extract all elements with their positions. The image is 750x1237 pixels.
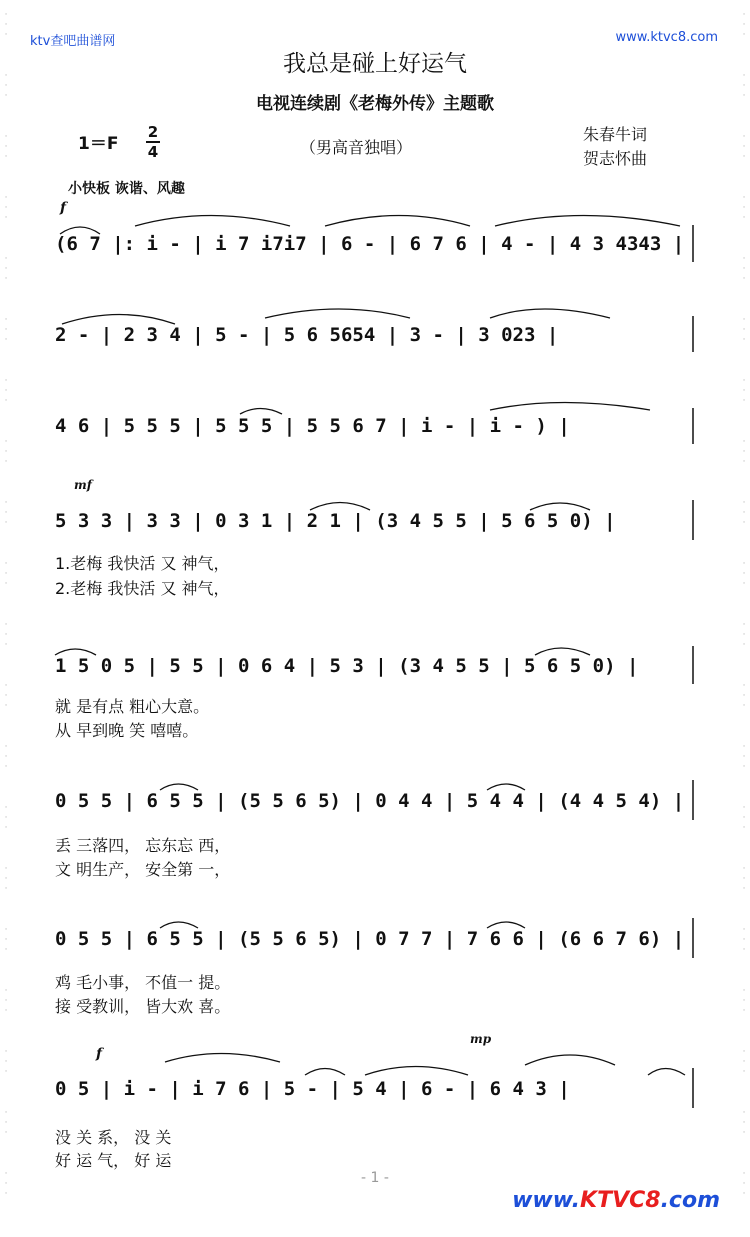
time-signature-bottom: 4 xyxy=(147,143,159,161)
logo-part: KTVC8 xyxy=(580,1188,661,1213)
watermark-glyph: · · · xyxy=(4,1169,8,1199)
lyric-line: 没 关 系， 没 关 xyxy=(55,1128,172,1147)
slur-mark xyxy=(310,503,370,511)
watermark-glyph: · · · xyxy=(4,986,8,1016)
watermark-glyph: · · · xyxy=(4,742,8,772)
watermark-glyph: · · · xyxy=(742,376,746,406)
slur-mark xyxy=(55,649,96,655)
lyric-line: 鸡 毛小事， 不值一 提。 xyxy=(55,973,231,992)
watermark-glyph: · · · xyxy=(4,498,8,528)
key-signature: 1＝F xyxy=(78,134,119,154)
watermark-glyph: · · · xyxy=(4,620,8,650)
watermark-glyph: · · · xyxy=(742,681,746,711)
watermark-glyph: · · · xyxy=(4,925,8,955)
slur-mark xyxy=(365,1067,468,1076)
slur-mark xyxy=(325,216,470,227)
slur-mark xyxy=(495,216,680,227)
score-line-7: 0 5 5 | 6 5 5 | (5 5 6 5) | 0 7 7 | 7 6 6 | (6 6 7 6) | xyxy=(55,928,685,950)
page-number: - 1 - xyxy=(361,1170,389,1186)
site-url-right: www.ktvc8.com xyxy=(615,30,718,45)
watermark-glyph: · · · xyxy=(4,559,8,589)
slur-mark xyxy=(648,1069,685,1076)
watermark-glyph: · · · xyxy=(4,193,8,223)
song-title: 我总是碰上好运气 xyxy=(283,51,467,77)
slur-mark xyxy=(530,503,590,510)
watermark-glyph: · · · xyxy=(742,559,746,589)
site-name-left: ktv查吧曲谱网 xyxy=(30,34,116,49)
lyric-line: 接 受教训， 皆大欢 喜。 xyxy=(55,997,231,1016)
watermark-glyph: · · · xyxy=(742,864,746,894)
watermark-glyph: · · · xyxy=(742,620,746,650)
watermark-glyph: · · · xyxy=(742,803,746,833)
lyric-line: 就 是有点 粗心大意。 xyxy=(55,697,210,716)
logo-part: www. xyxy=(512,1188,581,1213)
lyric-line: 从 早到晚 笑 嘻嘻。 xyxy=(55,721,199,740)
watermark-glyph: · · · xyxy=(742,71,746,101)
lyric-line: 2.老梅 我快活 又 神气， xyxy=(55,579,230,598)
dynamic-marking: f xyxy=(96,1046,103,1062)
watermark-glyph: · · · xyxy=(4,1108,8,1138)
slur-mark xyxy=(62,315,175,325)
watermark-glyph: · · · xyxy=(4,376,8,406)
watermark-glyph: · · · xyxy=(742,10,746,40)
slur-mark xyxy=(160,784,198,790)
logo-part: .com xyxy=(660,1188,720,1213)
watermark-glyph: · · · xyxy=(742,254,746,284)
slur-mark xyxy=(525,1055,615,1065)
tempo-marking: 小快板 诙谐、风趣 xyxy=(68,181,185,197)
score-line-1: (6 7 |: i - | i 7 i7i7 | 6 - | 6 7 6 | 4 - | 4 3 4343 | xyxy=(55,233,685,255)
watermark-glyph: · · · xyxy=(4,132,8,162)
score-line-5: 1 5 0 5 | 5 5 | 0 6 4 | 5 3 | (3 4 5 5 | 5 6 5 0) | xyxy=(55,655,639,677)
score-line-2: 2 - | 2 3 4 | 5 - | 5 6 5654 | 3 - | 3 023 | xyxy=(55,324,559,346)
lyricist-credit: 朱春牛词 xyxy=(583,125,648,144)
watermark-glyph: · · · xyxy=(742,498,746,528)
lyric-line: 丢 三落四， 忘东忘 西， xyxy=(55,836,231,855)
slur-mark xyxy=(160,922,198,928)
composer-credit: 贺志怀曲 xyxy=(583,149,648,168)
watermark-glyph: · · · xyxy=(742,1047,746,1077)
performance-note: （男高音独唱） xyxy=(300,138,413,157)
watermark-glyph: · · · xyxy=(742,437,746,467)
slur-mark xyxy=(165,1054,280,1063)
slur-mark xyxy=(135,216,290,227)
dynamic-marking: mp xyxy=(470,1032,492,1046)
song-subtitle: 电视连续剧《老梅外传》主题歌 xyxy=(256,94,494,114)
watermark-glyph: · · · xyxy=(742,925,746,955)
lyric-line: 文 明生产， 安全第 一， xyxy=(55,860,231,879)
slur-mark xyxy=(535,648,590,655)
score-line-3: 4 6 | 5 5 5 | 5 5 5 | 5 5 6 7 | i - | i - ) | xyxy=(55,415,570,437)
watermark-glyph: · · · xyxy=(4,71,8,101)
lyric-line: 好 运 气， 好 运 xyxy=(55,1151,172,1170)
slur-mark xyxy=(487,922,525,928)
watermark-glyph: · · · xyxy=(742,132,746,162)
slur-mark xyxy=(490,403,650,411)
site-logo xyxy=(512,1188,720,1213)
slur-mark xyxy=(490,309,610,318)
slur-mark xyxy=(265,309,410,318)
time-signature-top: 2 xyxy=(147,123,159,141)
slur-mark xyxy=(305,1069,345,1076)
watermark-glyph: · · · xyxy=(4,10,8,40)
slur-mark xyxy=(240,409,282,415)
watermark-glyph: · · · xyxy=(4,803,8,833)
watermark-glyph: · · · xyxy=(4,254,8,284)
lyric-line: 1.老梅 我快活 又 神气， xyxy=(55,554,230,573)
watermark-glyph: · · · xyxy=(742,1108,746,1138)
watermark-glyph: · · · xyxy=(4,864,8,894)
score-line-6: 0 5 5 | 6 5 5 | (5 5 6 5) | 0 4 4 | 5 4 4 | (4 4 5 4) | xyxy=(55,790,685,812)
dynamic-marking: f xyxy=(60,200,67,216)
score-line-8: 0 5 | i - | i 7 6 | 5 - | 5 4 | 6 - | 6 4 3 | xyxy=(55,1078,570,1100)
watermark-glyph: · · · xyxy=(742,315,746,345)
watermark-glyph: · · · xyxy=(742,742,746,772)
score-line-4: 5 3 3 | 3 3 | 0 3 1 | 2 1 | (3 4 5 5 | 5 6 5 0) | xyxy=(55,510,616,532)
watermark-glyph: · · · xyxy=(4,315,8,345)
watermark-glyph: · · · xyxy=(4,681,8,711)
watermark-glyph: · · · xyxy=(4,1047,8,1077)
watermark-glyph: · · · xyxy=(742,193,746,223)
slur-mark xyxy=(60,227,100,234)
dynamic-marking: mf xyxy=(74,478,92,492)
watermark-glyph: · · · xyxy=(742,986,746,1016)
watermark-glyph: · · · xyxy=(742,1169,746,1199)
watermark-glyph: · · · xyxy=(4,437,8,467)
slur-mark xyxy=(487,784,525,790)
